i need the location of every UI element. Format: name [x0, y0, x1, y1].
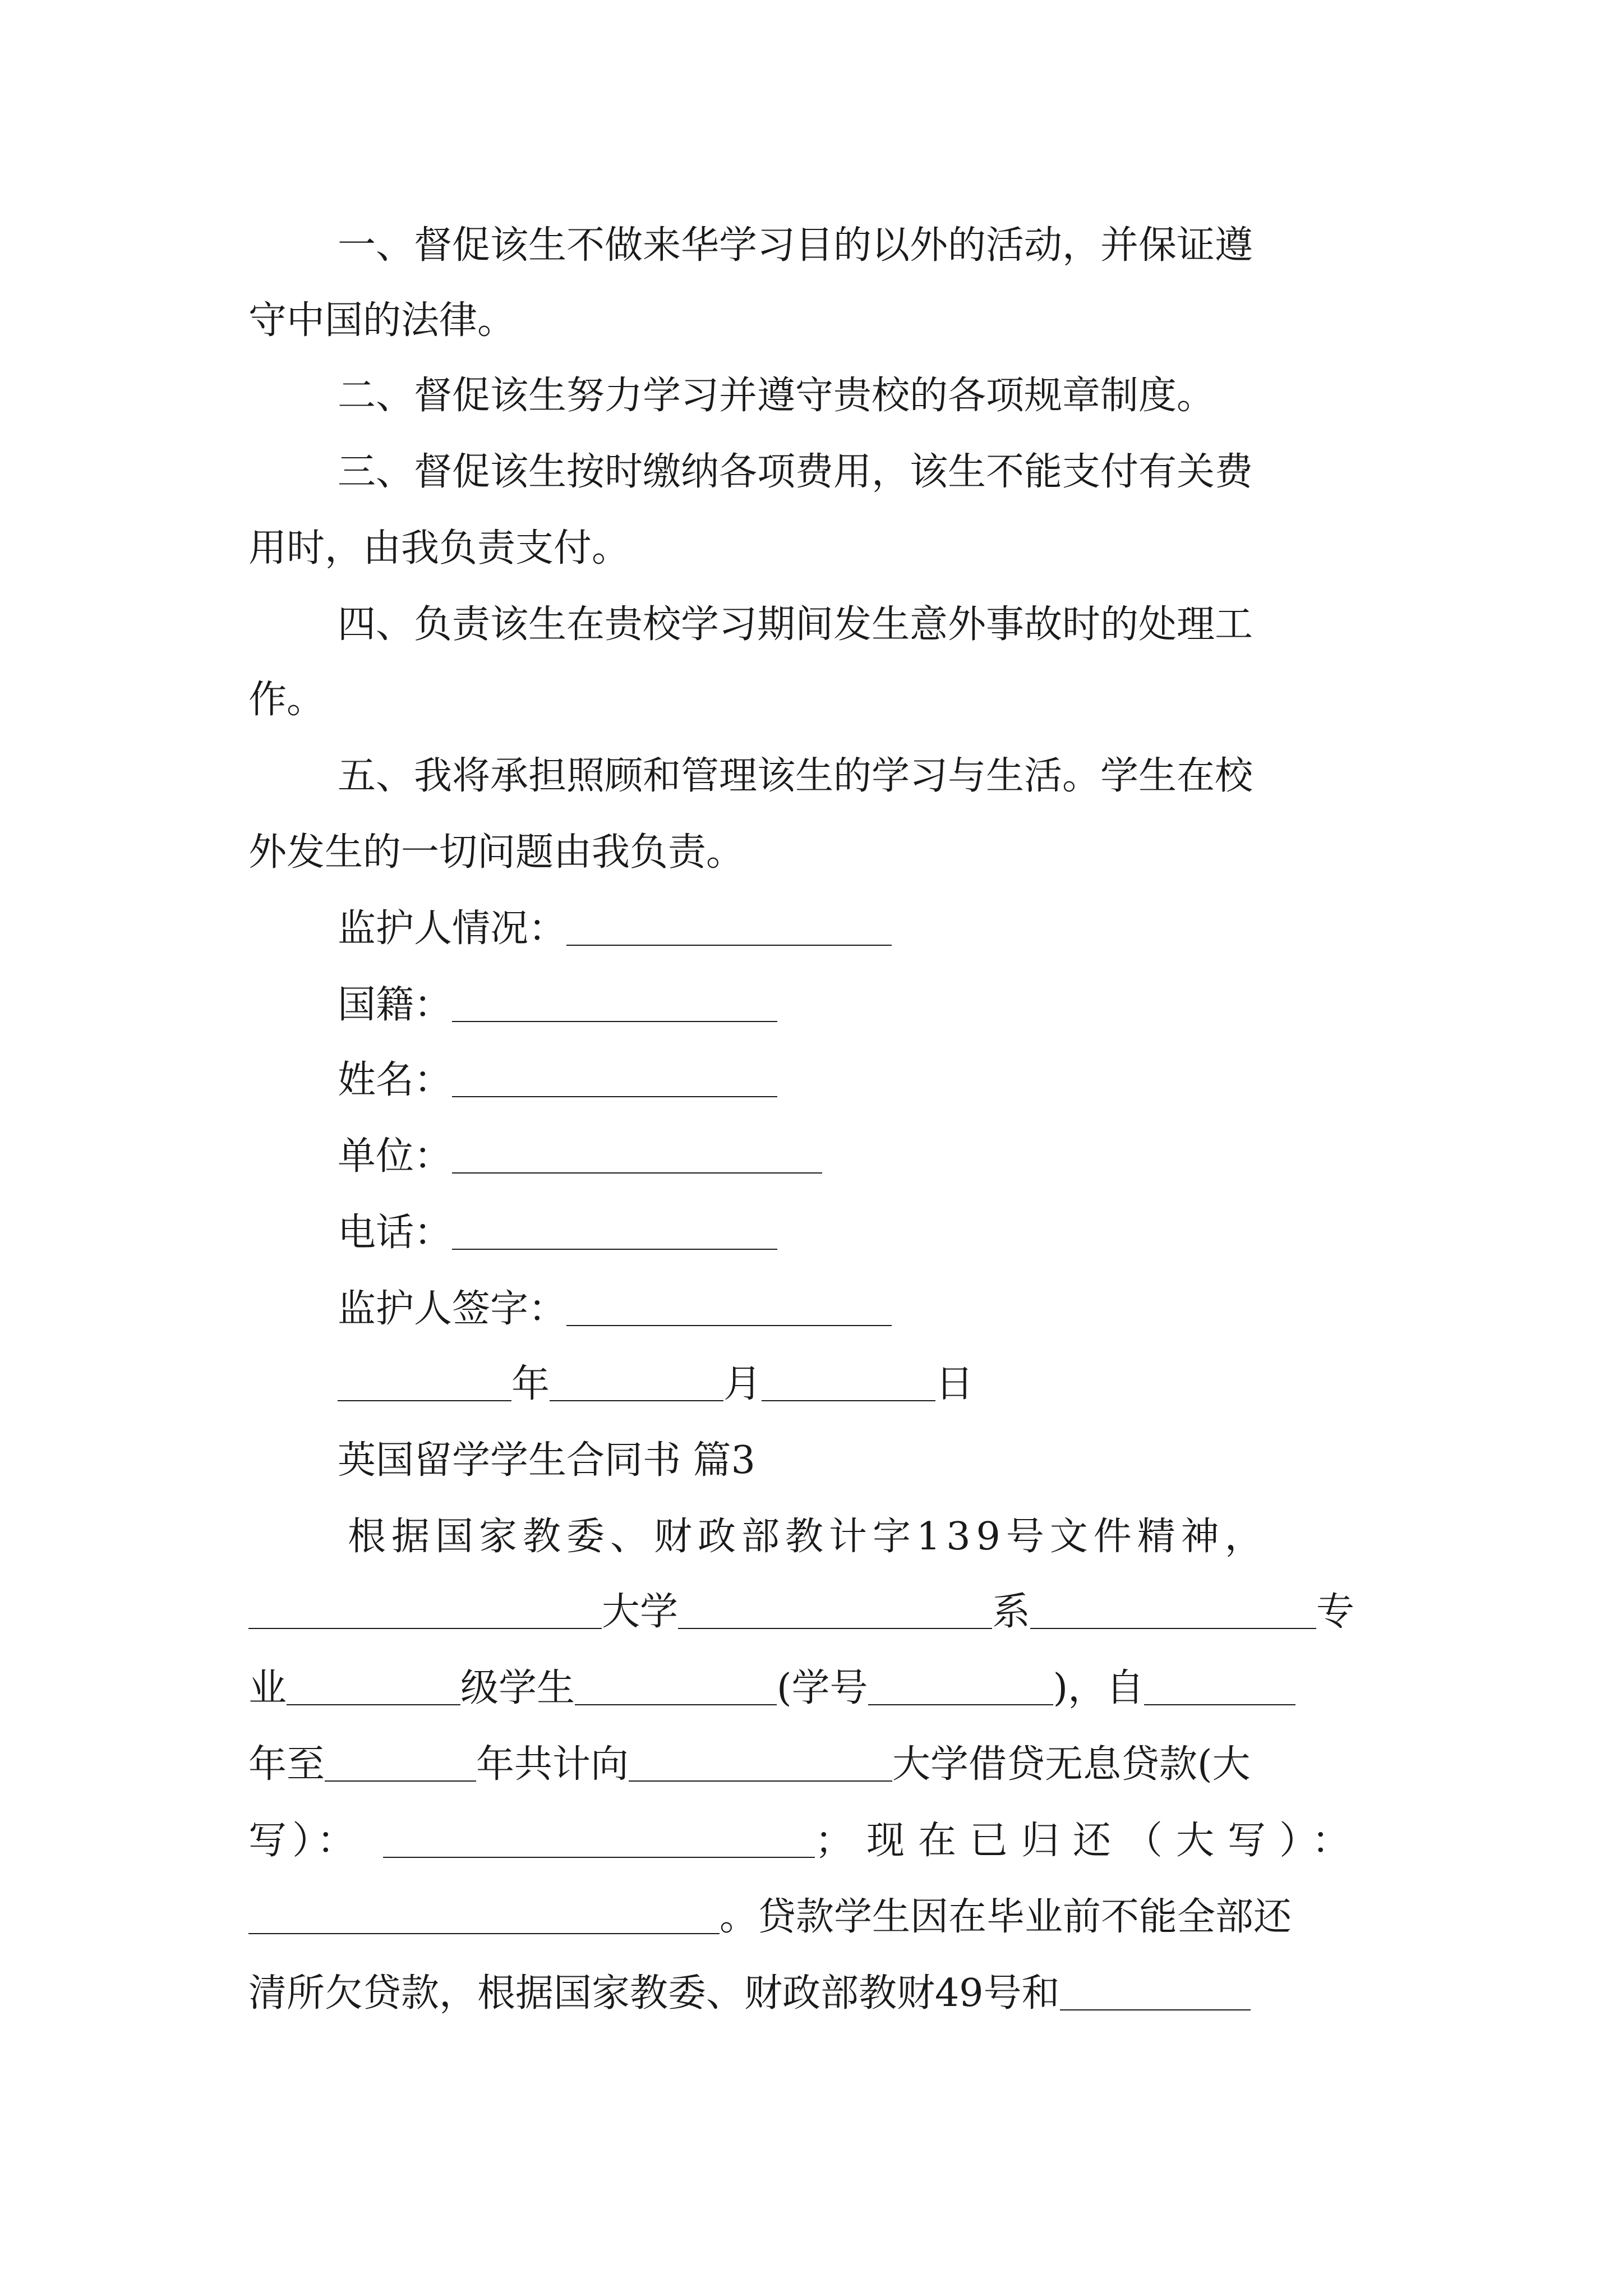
major-field[interactable] — [1030, 1592, 1316, 1629]
paragraph-5-line-2: 外发生的一切问题由我负责。 — [248, 830, 745, 875]
contract-line-2 — [248, 1585, 1387, 1639]
employer-row — [338, 1130, 1387, 1184]
paragraph-2-line-1: 二、督促该生努力学习并遵守贵校的各项规章制度。 — [338, 374, 1215, 418]
repaid-amount-field[interactable] — [248, 1897, 720, 1934]
paragraph-1-line-2: 守中国的法律。 — [248, 298, 516, 343]
section-title: 英国留学学生合同书 篇3 — [338, 1438, 755, 1483]
guardian-info-field[interactable] — [566, 909, 892, 946]
contract-line-4 — [248, 1738, 1387, 1792]
contract-line-5 — [248, 1814, 1387, 1868]
contract-line-3-student-id: (学号 — [777, 1666, 868, 1710]
document-number-field[interactable] — [1060, 1973, 1251, 2010]
contract-line-5-amount-label: 写）： — [248, 1819, 361, 1863]
employer-field[interactable] — [452, 1137, 822, 1174]
paragraph-1-line-1: 一、督促该生不做来华学习目的以外的活动，并保证遵 — [338, 223, 1253, 268]
year-field[interactable] — [338, 1364, 511, 1401]
employer-label: 单位： — [338, 1134, 453, 1179]
paragraph-3-line-1: 三、督促该生按时缴纳各项费用，该生不能支付有关费 — [338, 450, 1253, 494]
from-year-field[interactable] — [1144, 1668, 1295, 1705]
contract-line-1: 根据国家教委、财政部教计字139号文件精神， — [348, 1515, 1269, 1559]
department-field[interactable] — [678, 1592, 992, 1629]
year-label: 年 — [511, 1362, 550, 1406]
contract-line-7-text: 清所欠贷款，根据国家教委、财政部教财49号和 — [248, 1971, 1060, 2016]
paragraph-4-line-1: 四、负责该生在贵校学习期间发生意外事故时的处理工 — [338, 602, 1253, 647]
day-label: 日 — [935, 1362, 974, 1406]
paragraph-3-line-2: 用时，由我负责支付。 — [248, 526, 630, 570]
contract-line-4-total: 年共计向 — [476, 1742, 629, 1787]
contract-line-7 — [248, 1967, 1387, 2021]
nationality-row — [338, 978, 1387, 1032]
paragraph-5-line-1: 五、我将承担照顾和管理该生的学习与生活。学生在校 — [338, 754, 1253, 798]
loan-amount-field[interactable] — [383, 1821, 815, 1858]
signature-field[interactable] — [566, 1289, 892, 1326]
student-name-field[interactable] — [575, 1668, 777, 1705]
grade-field[interactable] — [287, 1668, 460, 1705]
contract-line-6-text: 。贷款学生因在毕业前不能全部还 — [720, 1895, 1292, 1939]
signature-label: 监护人签字： — [338, 1287, 567, 1331]
to-year-field[interactable] — [325, 1745, 476, 1782]
signature-row — [338, 1282, 1387, 1336]
lender-university-field[interactable] — [629, 1745, 892, 1782]
contract-line-2-department: 系 — [992, 1590, 1031, 1634]
guardian-info-label: 监护人情况： — [338, 907, 567, 951]
contract-line-4-to: 年至 — [248, 1742, 325, 1787]
contract-line-2-major: 专 — [1316, 1590, 1355, 1634]
contract-line-2-university: 大学 — [602, 1590, 679, 1634]
student-id-field[interactable] — [868, 1668, 1053, 1705]
paragraph-4-line-2: 作。 — [248, 678, 325, 722]
guardian-info-row — [338, 902, 1387, 956]
university-field[interactable] — [248, 1592, 602, 1629]
contract-line-6 — [248, 1890, 1387, 1944]
name-row — [338, 1053, 1387, 1107]
phone-field[interactable] — [452, 1213, 777, 1250]
month-field[interactable] — [550, 1364, 723, 1401]
month-label: 月 — [723, 1362, 762, 1406]
nationality-label: 国籍： — [338, 983, 453, 1027]
contract-line-5-repaid: ；现在已归还（大写）： — [815, 1819, 1364, 1863]
name-label: 姓名： — [338, 1058, 453, 1102]
phone-label: 电话： — [338, 1211, 453, 1255]
contract-line-3-from: )，自 — [1053, 1666, 1145, 1710]
contract-line-3 — [248, 1662, 1387, 1715]
nationality-field[interactable] — [452, 985, 777, 1022]
phone-row — [338, 1206, 1387, 1260]
name-field[interactable] — [452, 1060, 777, 1097]
date-row — [338, 1358, 1387, 1411]
contract-line-3-major: 业 — [248, 1666, 287, 1710]
contract-line-4-loan: 大学借贷无息贷款(大 — [892, 1742, 1251, 1787]
day-field[interactable] — [762, 1364, 935, 1401]
contract-line-3-grade: 级学生 — [460, 1666, 575, 1710]
